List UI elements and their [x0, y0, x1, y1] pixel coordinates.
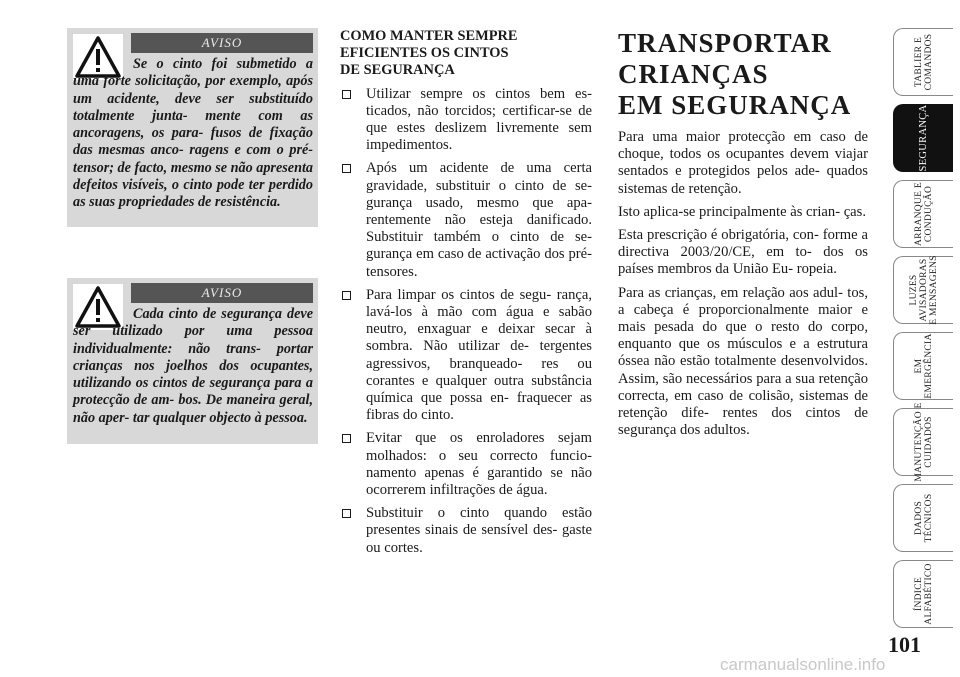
transport-section — [618, 28, 868, 445]
heading-line: DE SEGURANÇA — [340, 62, 455, 79]
paragraph: Esta prescrição é obrigatória, con- forme a directiva 2003/20/CE, em to- dos os países membros da União Eu- ropeia. — [618, 227, 868, 278]
list-item — [340, 505, 592, 557]
maintenance-section — [340, 28, 592, 563]
tab-em-emergencia[interactable] — [893, 332, 953, 400]
warning-text: Cada cinto de segurança deve ser utilizado por uma pessoa individualmente: não trans- portar crianças nos joelhos dos ocupantes, utilizando os cintos de segurança para a protecção de am- bos. De maneira geral, não aper- tar qualquer objecto à pessoa. — [73, 306, 313, 426]
warning-box-1 — [67, 28, 318, 227]
tab-dados-tecnicos[interactable] — [893, 484, 953, 552]
heading-line: COMO MANTER SEMPRE — [340, 28, 518, 44]
page-title — [618, 28, 868, 121]
warning-label: AVISO — [131, 283, 313, 303]
list-item — [340, 287, 592, 425]
checkbox-bullet-icon — [342, 291, 351, 300]
list-item — [340, 160, 592, 280]
list-item — [340, 86, 592, 155]
checkbox-bullet-icon — [342, 509, 351, 518]
paragraph: Isto aplica-se principalmente às crian- ças. — [618, 203, 866, 220]
tab-seguranca[interactable] — [893, 104, 953, 172]
tab-label: TABLIER E COMANDOS — [913, 33, 934, 91]
list-item — [340, 430, 592, 499]
paragraph: Para as crianças, em relação aos adul- tos, a cabeça é proporcionalmente maior e mais pesada do que o resto do corpo, enquanto que os músculos e a estrutura óssea não estão totalmente desenvolvidos. Assim, são necessários para a sua retenção correcta, em caso de colisão, sistemas de retenção dife- rentes dos cintos de segurança dos adultos. — [618, 284, 868, 439]
list-item-text: Após um acidente de uma certa gravidade, substituir o cinto de se- gurança usado, mesmo que apa- rentemente não esteja danificado. Substituir também o cinto de se- gurança em caso de activação dos pré-tensores. — [366, 160, 592, 280]
list-item-text: Substituir o cinto quando estão presentes sinais de sensível des- gaste ou cortes. — [366, 505, 592, 556]
title-line: TRANSPORTAR — [618, 28, 832, 58]
tab-label: MANUTENÇÃO E CUIDADOS — [913, 402, 934, 482]
warning-label: AVISO — [131, 33, 313, 53]
tab-tablier-comandos[interactable] — [893, 28, 953, 96]
tab-luzes-avisadoras[interactable] — [893, 256, 953, 324]
list-item-text: Utilizar sempre os cintos bem es- ticados, não torcidos; certificar-se de que estes deslizem livremente sem impedimentos. — [366, 85, 592, 154]
section-heading — [340, 28, 592, 80]
warning-text: Se o cinto foi submetido a uma forte solicitação, por exemplo, após um acidente, deve ser substituído totalmente junta- mente com as ancoragens, os para- fusos de fixação das mesmas anco- ragens e com o pré-tensor; de facto, mesmo se não apresenta defeitos visíveis, o cinto pode ter perdido as suas propriedades de resistência. — [73, 56, 313, 211]
heading-line: EFICIENTES OS CINTOS — [340, 45, 509, 62]
title-line: EM SEGURANÇA — [618, 90, 852, 120]
list-item-text: Para limpar os cintos de segu- rança, lavá-los à mão com água e sabão neutro, enxaguar e deixar secar à sombra. Não utilizar de- tergentes agressivos, branqueado- res ou corantes e qualquer outra substância química que possa en- fraquecer as fibras do cinto. — [366, 286, 592, 424]
checkbox-bullet-icon — [342, 90, 351, 99]
checkbox-bullet-icon — [342, 164, 351, 173]
list-item-text: Evitar que os enroladores sejam molhados: o seu correcto funcio- namento apenas é garantido se não ocorrerem infiltrações de água. — [366, 430, 592, 499]
checkbox-bullet-icon — [342, 434, 351, 443]
warning-box-2 — [67, 278, 318, 444]
tab-label: DADOS TÉCNICOS — [913, 493, 934, 543]
tab-label: LUZES AVISADORAS E MENSAGENS — [908, 255, 939, 325]
tab-label: EM EMERGÊNCIA — [913, 333, 934, 399]
title-line: CRIANÇAS — [618, 59, 769, 89]
paragraph: Para uma maior protecção em caso de choque, todos os ocupantes devem viajar sentados e protegidos pelos ade- quados sistemas de retenção. — [618, 129, 868, 197]
page-number: 101 — [888, 632, 921, 657]
tab-indice-alfabetico[interactable] — [893, 560, 953, 628]
watermark: carmanualsonline.info — [720, 655, 886, 674]
tab-label: SEGURANÇA — [917, 104, 929, 172]
tab-label: ÍNDICE ALFABÉTICO — [913, 563, 934, 625]
tab-arranque-conducao[interactable] — [893, 180, 953, 248]
tab-label: ARRANQUE E CONDUÇÃO — [913, 182, 934, 246]
tab-manutencao-cuidados[interactable] — [893, 402, 953, 482]
